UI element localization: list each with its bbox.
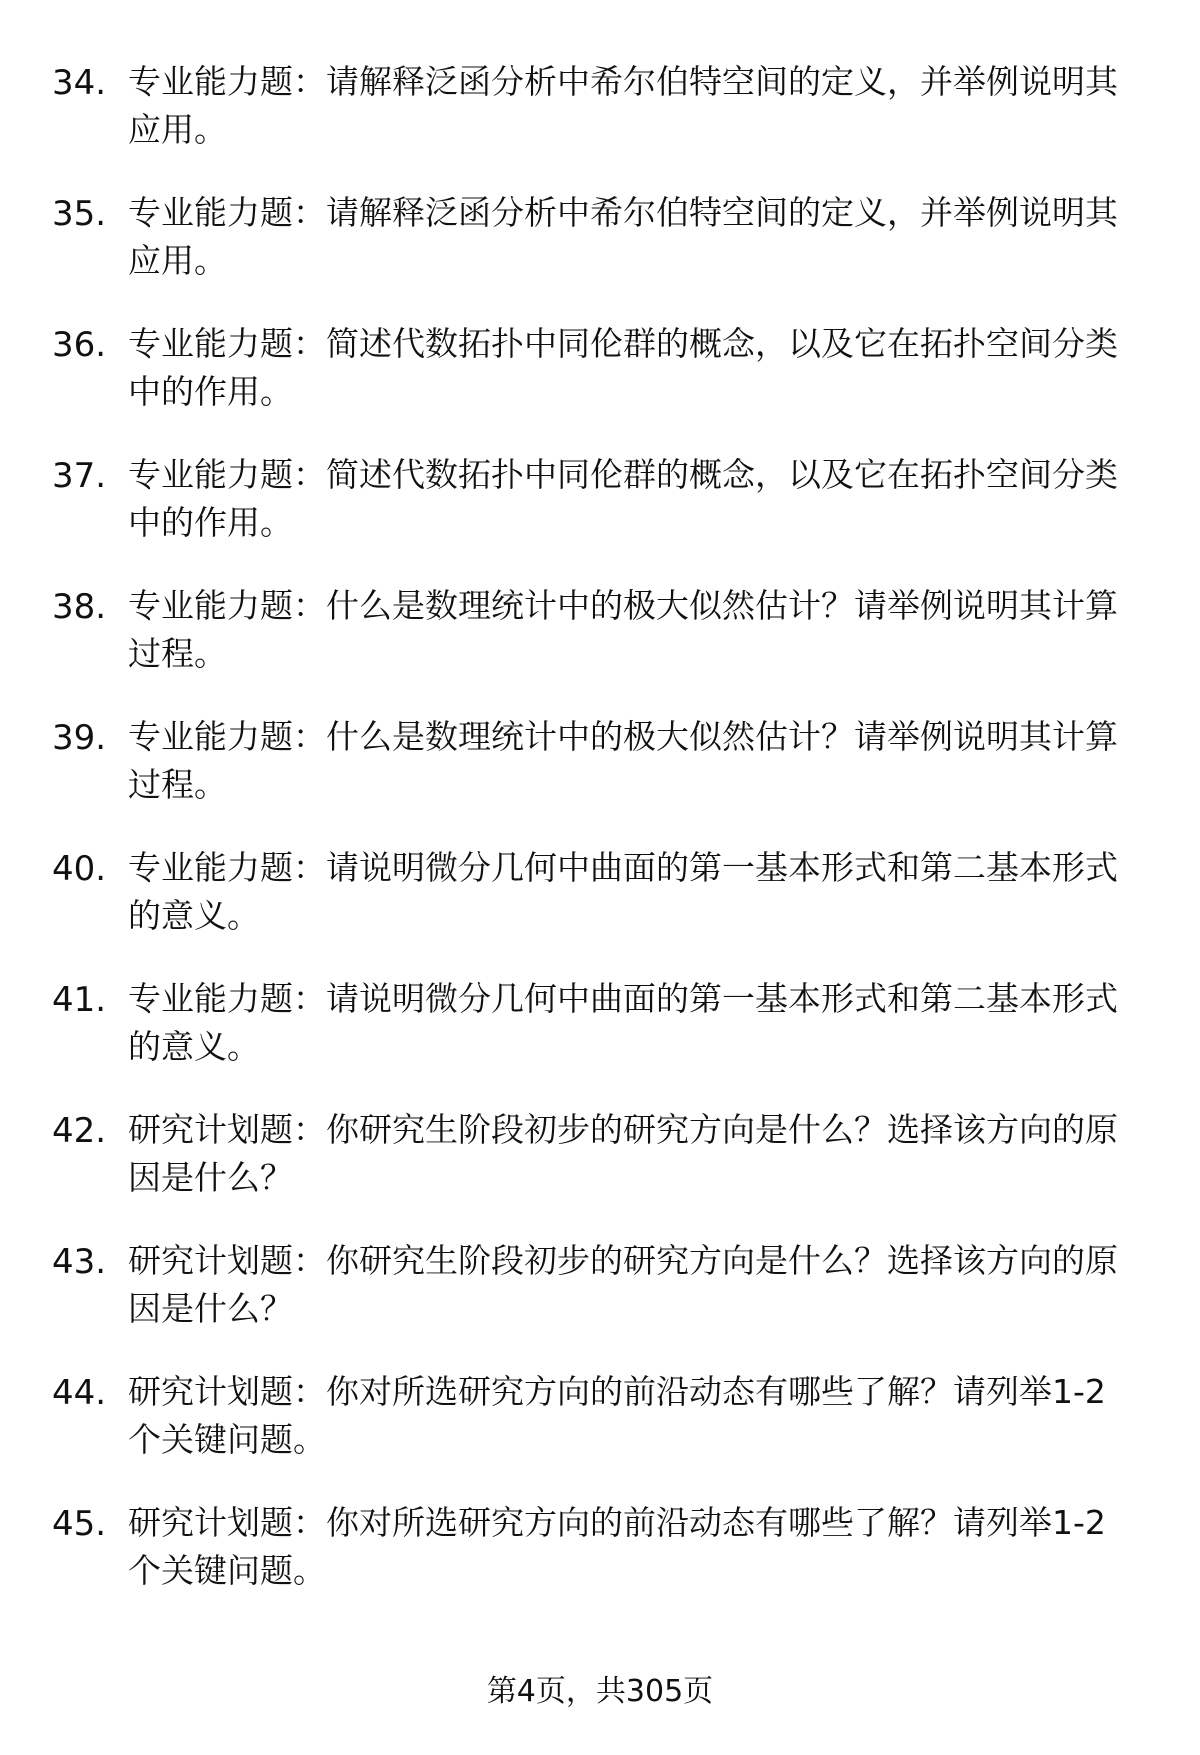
question-text: 专业能力题：什么是数理统计中的极大似然估计？请举例说明其计算过程。 [128, 586, 1118, 673]
question-item [0, 1106, 1200, 1237]
question-text: 专业能力题：请说明微分几何中曲面的第一基本形式和第二基本形式的意义。 [128, 979, 1118, 1066]
question-item [0, 1499, 1200, 1630]
question-text: 专业能力题：简述代数拓扑中同伦群的概念，以及它在拓扑空间分类中的作用。 [128, 455, 1118, 542]
question-text: 专业能力题：请说明微分几何中曲面的第一基本形式和第二基本形式的意义。 [128, 848, 1118, 935]
question-number: 44. [52, 1373, 107, 1413]
question-item [0, 713, 1200, 844]
question-item [0, 844, 1200, 975]
question-list [0, 58, 1200, 1630]
question-number: 35. [52, 194, 107, 234]
question-item [0, 582, 1200, 713]
question-number: 40. [52, 849, 107, 889]
question-number: 37. [52, 456, 107, 496]
question-item [0, 58, 1200, 189]
question-item [0, 451, 1200, 582]
question-item [0, 189, 1200, 320]
question-number: 34. [52, 63, 107, 103]
question-number: 43. [52, 1242, 107, 1282]
question-number: 36. [52, 325, 107, 365]
question-text: 研究计划题：你对所选研究方向的前沿动态有哪些了解？请列举1-2个关键问题。 [128, 1503, 1106, 1590]
question-number: 45. [52, 1504, 107, 1544]
page-footer: 第4页，共305页 [486, 1674, 714, 1709]
question-item [0, 975, 1200, 1106]
question-text: 研究计划题：你对所选研究方向的前沿动态有哪些了解？请列举1-2个关键问题。 [128, 1372, 1106, 1459]
question-item [0, 1237, 1200, 1368]
question-item [0, 320, 1200, 451]
question-text: 专业能力题：什么是数理统计中的极大似然估计？请举例说明其计算过程。 [128, 717, 1118, 804]
question-text: 专业能力题：简述代数拓扑中同伦群的概念，以及它在拓扑空间分类中的作用。 [128, 324, 1118, 411]
question-number: 39. [52, 718, 107, 758]
question-text: 研究计划题：你研究生阶段初步的研究方向是什么？选择该方向的原因是什么？ [128, 1241, 1118, 1328]
question-number: 38. [52, 587, 107, 627]
question-text: 研究计划题：你研究生阶段初步的研究方向是什么？选择该方向的原因是什么？ [128, 1110, 1118, 1197]
question-item [0, 1368, 1200, 1499]
question-text: 专业能力题：请解释泛函分析中希尔伯特空间的定义，并举例说明其应用。 [128, 62, 1118, 149]
question-number: 42. [52, 1111, 107, 1151]
question-number: 41. [52, 980, 107, 1020]
question-text: 专业能力题：请解释泛函分析中希尔伯特空间的定义，并举例说明其应用。 [128, 193, 1118, 280]
